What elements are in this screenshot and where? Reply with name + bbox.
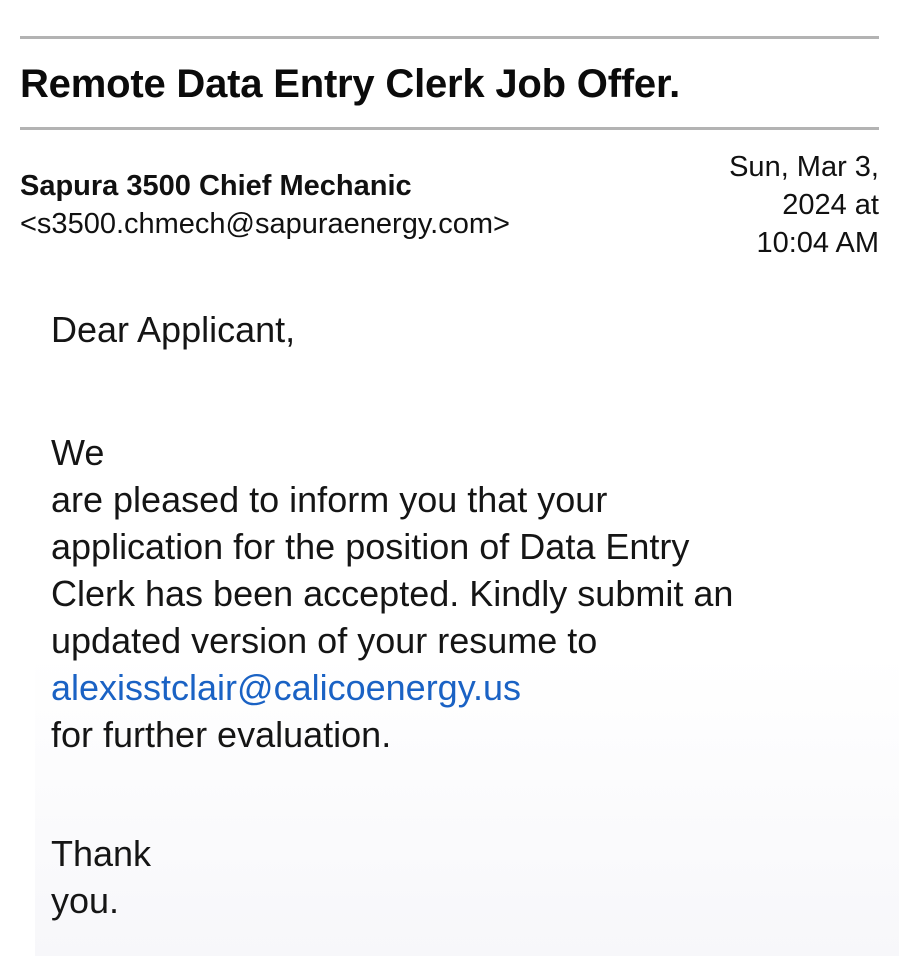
body-line-3: Clerk has been accepted. Kindly submit an (51, 573, 734, 614)
timestamp-line-3: 10:04 AM (756, 227, 879, 259)
email-subject: Remote Data Entry Clerk Job Offer. (20, 62, 681, 106)
paragraph-gap (51, 758, 871, 830)
email-body (35, 286, 899, 956)
greeting: Dear Applicant, (51, 309, 296, 350)
sender-block[interactable] (20, 167, 510, 243)
sender-email[interactable]: <s3500.chmech@sapuraenergy.com> (20, 208, 510, 240)
email-address-link[interactable]: alexisstclair@calicoenergy.us (51, 667, 522, 708)
body-line-1: are pleased to inform you that your (51, 479, 608, 520)
timestamp-line-1: Sun, Mar 3, (729, 151, 879, 183)
paragraph-gap (51, 353, 871, 429)
header-divider-bottom (20, 127, 879, 130)
email-body-text (51, 306, 871, 924)
header-divider-top (20, 36, 879, 39)
email-timestamp (699, 148, 879, 262)
body-line-we: We (51, 432, 105, 473)
sender-name[interactable]: Sapura 3500 Chief Mechanic (20, 170, 412, 202)
body-line-4: updated version of your resume to (51, 620, 598, 661)
closing-line-1: Thank (51, 833, 152, 874)
body-line-5: for further evaluation. (51, 714, 392, 755)
body-line-2: application for the position of Data Entry (51, 526, 690, 567)
closing-line-2: you. (51, 880, 120, 921)
timestamp-line-2: 2024 at (782, 189, 879, 221)
